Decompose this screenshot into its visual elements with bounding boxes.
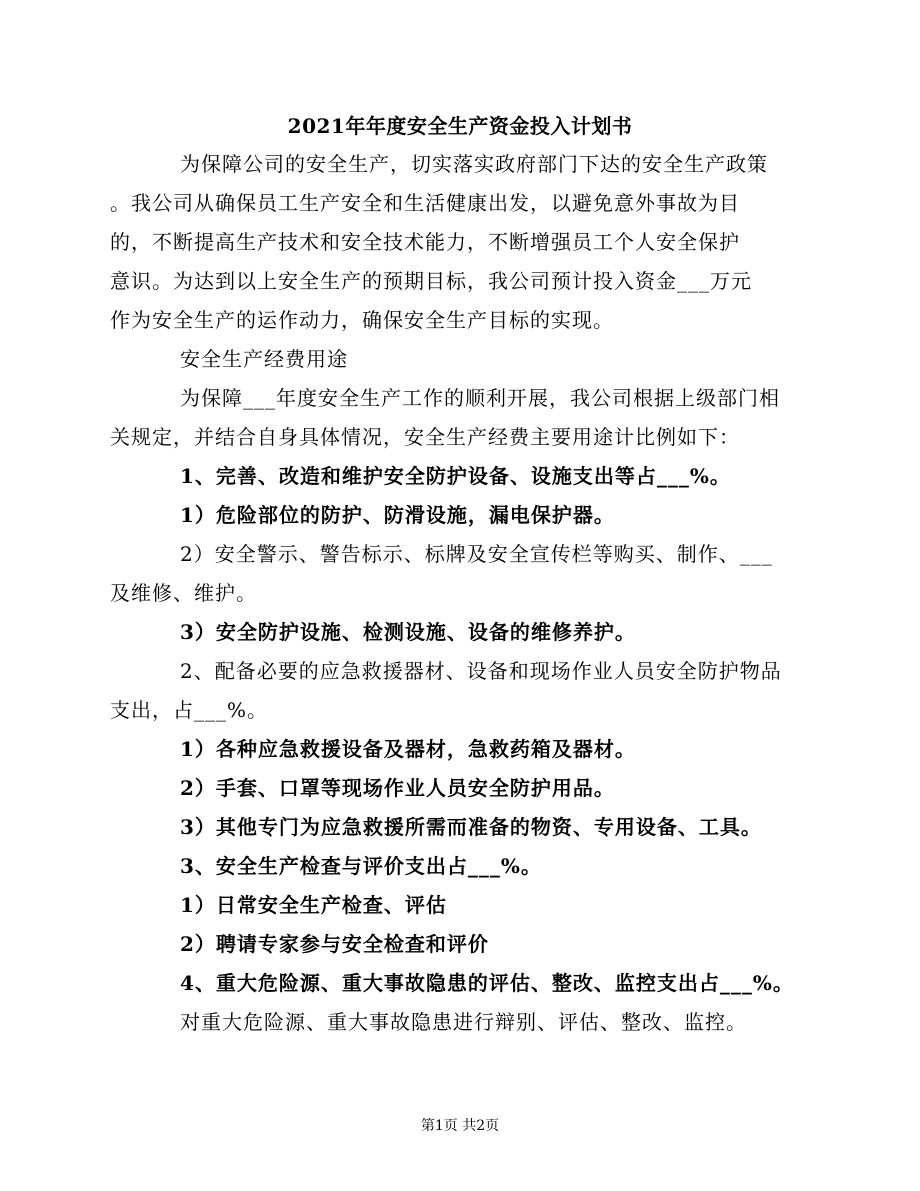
paragraph-line: 为保障___年度安全生产工作的顺利开展，我公司根据上级部门相 bbox=[180, 386, 780, 410]
section-heading: 安全生产经费用途 bbox=[180, 347, 348, 371]
list-subitem-continuation: 及维修、维护。 bbox=[110, 581, 257, 605]
list-item: 3、安全生产检查与评价支出占___%。 bbox=[180, 854, 542, 878]
paragraph-line: 为保障公司的安全生产，切实落实政府部门下达的安全生产政策 bbox=[180, 152, 768, 176]
paragraph-line: 作为安全生产的运作动力，确保安全生产目标的实现。 bbox=[110, 308, 614, 332]
paragraph-line: 。我公司从确保员工生产安全和生活健康出发，以避免意外事故为目 bbox=[110, 191, 740, 215]
document-body bbox=[110, 145, 794, 1042]
paragraph-line: 关规定，并结合自身具体情况，安全生产经费主要用途计比例如下： bbox=[110, 425, 740, 449]
list-subitem: 2）聘请专家参与安全检查和评价 bbox=[180, 932, 489, 956]
paragraph-line: 意识。为达到以上安全生产的预期目标，我公司预计投入资金___万元 bbox=[110, 269, 752, 293]
list-subitem: 2）安全警示、警告标示、标牌及安全宣传栏等购买、制作、___ bbox=[180, 542, 773, 566]
list-item-description: 对重大危险源、重大事故隐患进行辩别、评估、整改、监控。 bbox=[180, 1010, 747, 1034]
list-subitem: 3）安全防护设施、检测设施、设备的维修养护。 bbox=[180, 620, 636, 644]
list-subitem: 2）手套、口罩等现场作业人员安全防护用品。 bbox=[180, 776, 615, 800]
list-subitem: 3）其他专门为应急救援所需而准备的物资、专用设备、工具。 bbox=[180, 815, 762, 839]
document-title: 2021年年度安全生产资金投入计划书 bbox=[287, 114, 633, 138]
list-item: 2、配备必要的应急救援器材、设备和现场作业人员安全防护物品 bbox=[180, 659, 782, 683]
list-subitem: 1）各种应急救援设备及器材，急救药箱及器材。 bbox=[180, 737, 636, 761]
list-item: 4、重大危险源、重大事故隐患的评估、整改、监控支出占___%。 bbox=[180, 971, 794, 995]
paragraph-line: 的，不断提高生产技术和安全技术能力，不断增强员工个人安全保护 bbox=[110, 230, 740, 254]
list-subitem: 1）日常安全生产检查、评估 bbox=[180, 893, 447, 917]
page-footer: 第1页 共2页 bbox=[420, 1118, 500, 1134]
list-item: 1、完善、改造和维护安全防护设备、设施支出等占___%。 bbox=[180, 464, 731, 488]
list-subitem: 1）危险部位的防护、防滑设施，漏电保护器。 bbox=[180, 503, 615, 527]
list-item-continuation: 支出，占___%。 bbox=[110, 698, 269, 722]
